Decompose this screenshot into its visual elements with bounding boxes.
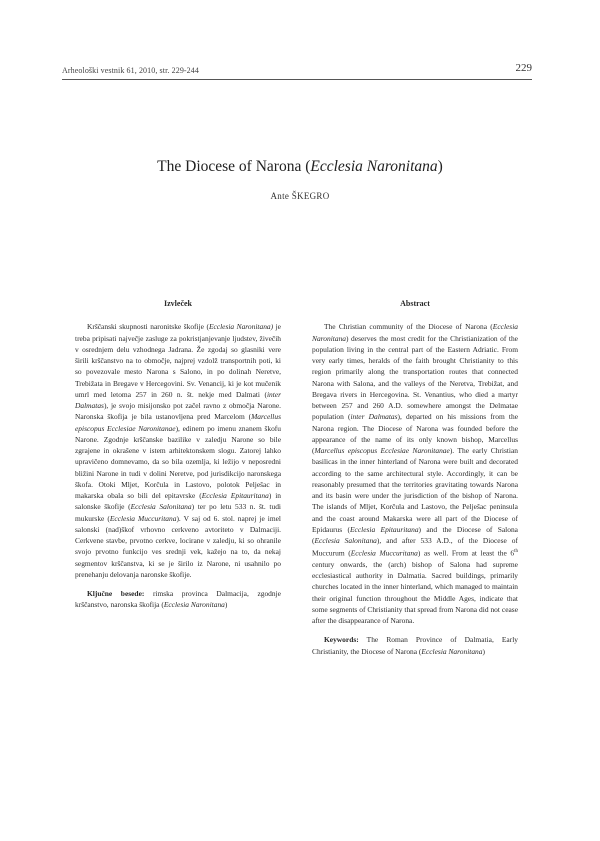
author: Ante ŠKEGRO (270, 191, 330, 201)
abstract-body: The Christian community of the Diocese of Narona (Ecclesia Naronitana) deserves the most credit for the Christianization of the population living in the central part of the Eastern Adriatic. From very early times, heralds of the faith brought Christianity to this region primarily along the transportation routes that connected Narona with Salona, and the valleys of the Neretva, Trebižat, and Bregava rivers in Hercegovina. St. Venantius, who died a martyr between 257 and 260 A.D. somewhere amongst the Delmatae population (inter Dalmatas), departed on his missions from the Narona region. The Diocese of Narona was founded before the appearance of the name of its only known bishop, Marcellus (Marcellus episcopus Ecclesiae Naronitanae). The early Christian basilicas in the inner hinterland of Narona were built and decorated according to the same architectural style. Accordingly, it can be reasonably presumed that the territories gravitating towards Narona and its basin were under the jurisdiction of the bishop of Narona. The islands of Mljet, Korčula and Lastovo, the Pelješac peninsula and the coast around Makarska were all part of the Diocese of Epidaurus (Ecclesia Epitauritana) and the Diocese of Salona (Ecclesia Salonitana), and after 533 A.D., of the Diocese of Muccurum (Ecclesia Muccuritana) as well. From at least the 6th century onwards, the (arch) bishop of Salona had supreme ecclesiastical authority in Dalmatia. Sacred buildings, primarily churches located in the inner hinterland, which managed to maintain their original function throughout the Middle Ages, indicate that some segments of Christianity that spread from Narona did not cease after the disappearance of Narona. (312, 322, 518, 626)
abstract-heading: Abstract (400, 299, 430, 308)
page-number: 229 (515, 62, 532, 74)
header-rule (62, 79, 532, 80)
izvlecek-body: Krščanski skupnosti naronitske škofije (Ecclesia Naronitana) je treba pripisati največje zasluge za pokristjanjevanje ljudstev, živečih v osrednjem delu vzhodnega Jadrana. Že zgodaj so glasniki vere širili krščanstvo na to območje, najprej vzdolž transportnih poti, ki so povezovale mesto Narona s Salono, in po dolinah Neretve, Trebižata in Bregave v Hercegovini. Sv. Venancij, ki je kot mučenik umrl med letoma 257 in 260 n. št. nekje med Dalmati (inter Dalmatas), je svojo misijonsko pot začel ravno z območja Narone. Naronska škofija je bila ustanovljena pred Marcelom (Marcellus episcopus Ecclesiae Naronitanae), edinem po imenu znanem škofu Narone. Zgodnje krščanske bazilike v zaledju Narone so bile zgrajene in okrašene v istem arhitektonskem slogu. Zatorej lahko upravičeno domnevamo, da so bila ozemlja, ki ležijo v neposredni bližini Narone in tudi v dolini Neretve, pod jurisdikcijo naronskega škofa. Otoki Mljet, Korčula in Lastovo, polotok Pelješac in makarska obala so bili del epitavrske (Ecclesia Epitauritana) in salonske škofije (Ecclesia Salonitana) ter po letu 533 n. št. tudi mukurske (Ecclesia Muccuritana). V saj od 6. stol. naprej je imel salonski (nad)škof vrhovno cerkveno avtoriteto v Dalmaciji. Cerkvene stavbe, prvotno cerkve, locirane v zaledju, ki so ohranile svojo prvotno funkcijo ves srednji vek, kažejo na to, da nekaj segmentov krščanstva, ki se je širilo iz Narone, ni usahnilo po prenehanju delovanja naronske škofije. (75, 322, 281, 579)
abstract-keywords: Keywords: The Roman Province of Dalmatia, Early Christianity, the Diocese of Narona (Ecclesia Naronitana) (312, 635, 518, 656)
article-title (0, 158, 600, 176)
running-head: Arheološki vestnik 61, 2010, str. 229-244 (62, 66, 199, 75)
izvlecek-column (75, 298, 281, 611)
title-main: The Diocese of Narona ( (157, 158, 311, 175)
title-italic: Ecclesia Naronitana (310, 158, 438, 175)
abstract-column (312, 298, 518, 657)
izvlecek-heading: Izvleček (164, 299, 192, 308)
izvlecek-keywords: Ključne besede: rimska provinca Dalmacija, zgodnje krščanstvo, naronska škofija (Ecclesia Naronitana) (75, 589, 281, 610)
title-close: ) (437, 158, 443, 175)
